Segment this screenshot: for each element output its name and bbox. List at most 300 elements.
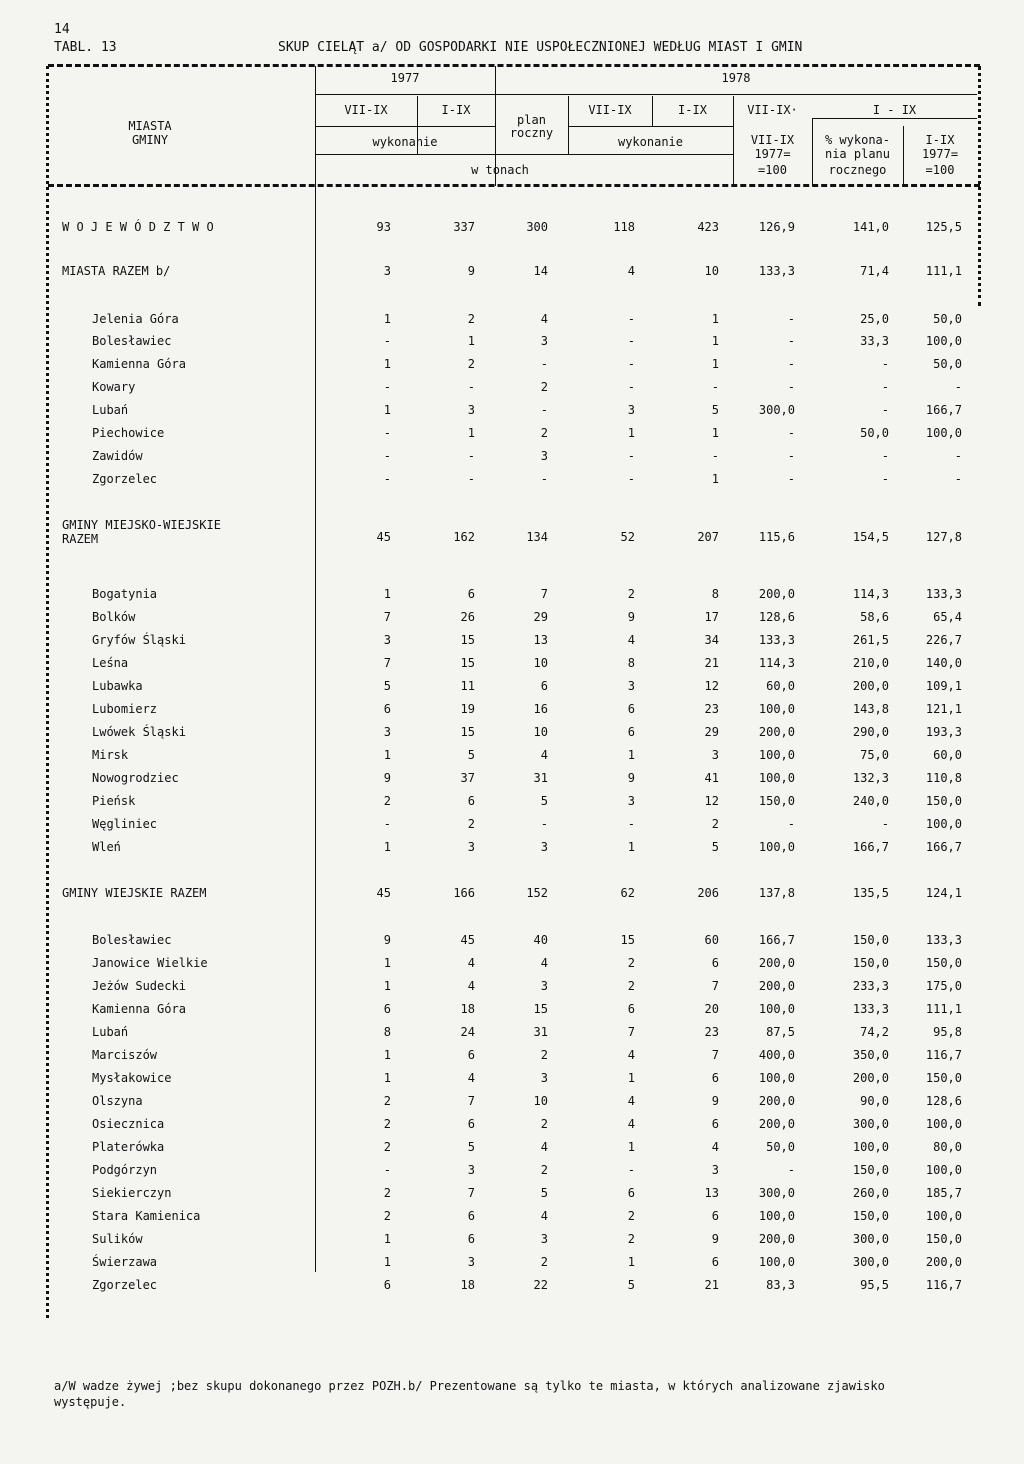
row-label: Lubawka xyxy=(92,679,143,693)
table-cell: 133,3 xyxy=(925,933,962,947)
table-cell: - xyxy=(787,334,795,348)
table-cell: - xyxy=(467,472,475,486)
table-cell: 52 xyxy=(620,530,635,544)
table-cell: - xyxy=(627,817,635,831)
table-cell: 115,6 xyxy=(758,530,795,544)
table-cell: 60,0 xyxy=(933,748,962,762)
table-row xyxy=(0,886,1024,906)
table-cell: 2 xyxy=(627,979,635,993)
table-cell: 3 xyxy=(627,403,635,417)
table-cell: 7 xyxy=(627,1025,635,1039)
table-cell: - xyxy=(383,1163,391,1177)
table-cell: 6 xyxy=(627,1186,635,1200)
table-cell: - xyxy=(383,449,391,463)
table-cell: 34 xyxy=(704,633,719,647)
table-cell: 8 xyxy=(711,587,719,601)
table-cell: 15 xyxy=(533,1002,548,1016)
table-row xyxy=(0,312,1024,332)
table-cell: 1 xyxy=(711,357,719,371)
table-row xyxy=(0,1209,1024,1229)
table-cell: 58,6 xyxy=(860,610,889,624)
table-row xyxy=(0,1094,1024,1114)
table-cell: 6 xyxy=(627,1002,635,1016)
table-cell: 114,3 xyxy=(758,656,795,670)
row-label: Świerzawa xyxy=(92,1255,158,1269)
table-cell: 3 xyxy=(540,1071,548,1085)
row-label: Sulików xyxy=(92,1232,143,1246)
table-cell: 31 xyxy=(533,1025,548,1039)
table-cell: 9 xyxy=(467,264,475,278)
table-row xyxy=(0,1002,1024,1022)
table-row xyxy=(0,1278,1024,1298)
table-cell: 261,5 xyxy=(852,633,889,647)
table-row xyxy=(0,956,1024,976)
table-cell: 4 xyxy=(540,956,548,970)
table-cell: - xyxy=(467,449,475,463)
table-cell: 50,0 xyxy=(766,1140,795,1154)
row-label: Leśna xyxy=(92,656,129,670)
table-cell: 300 xyxy=(526,220,548,234)
table-cell: 290,0 xyxy=(852,725,889,739)
table-cell: 1 xyxy=(383,312,391,326)
table-cell: 4 xyxy=(540,748,548,762)
table-cell: 1 xyxy=(383,357,391,371)
table-cell: 100,0 xyxy=(925,817,962,831)
table-cell: 9 xyxy=(383,771,391,785)
table-cell: 100,0 xyxy=(925,334,962,348)
table-cell: 240,0 xyxy=(852,794,889,808)
table-cell: 1 xyxy=(383,1048,391,1062)
table-cell: 17 xyxy=(704,610,719,624)
table-cell: 3 xyxy=(540,334,548,348)
row-label: Zgorzelec xyxy=(92,1278,158,1292)
table-row xyxy=(0,472,1024,492)
table-cell: 18 xyxy=(460,1278,475,1292)
row-label: Olszyna xyxy=(92,1094,143,1108)
table-cell: 2 xyxy=(383,794,391,808)
wykonanie-1978: wykonanie xyxy=(617,135,684,149)
table-cell: 154,5 xyxy=(852,530,889,544)
table-cell: 2 xyxy=(711,817,719,831)
table-cell: 150,0 xyxy=(925,956,962,970)
table-cell: 150,0 xyxy=(925,1232,962,1246)
table-cell: - xyxy=(881,403,889,417)
table-cell: 1 xyxy=(711,334,719,348)
table-cell: - xyxy=(627,357,635,371)
table-cell: 9 xyxy=(711,1094,719,1108)
table-cell: 1 xyxy=(383,1232,391,1246)
table-cell: 150,0 xyxy=(758,794,795,808)
table-cell: - xyxy=(787,380,795,394)
table-cell: 152 xyxy=(526,886,548,900)
table-cell: 5 xyxy=(540,1186,548,1200)
table-cell: 100,0 xyxy=(758,1255,795,1269)
table-cell: 9 xyxy=(711,1232,719,1246)
row-label: Nowogrodziec xyxy=(92,771,179,785)
table-cell: 1 xyxy=(383,403,391,417)
col-pct-plan: rocznego xyxy=(828,163,887,177)
row-label: Bolesławiec xyxy=(92,933,172,947)
table-cell: 5 xyxy=(467,1140,475,1154)
table-cell: 127,8 xyxy=(925,530,962,544)
table-cell: 2 xyxy=(627,587,635,601)
table-cell: - xyxy=(627,380,635,394)
table-cell: 6 xyxy=(467,1117,475,1131)
table-cell: 6 xyxy=(383,1278,391,1292)
table-cell: 300,0 xyxy=(852,1255,889,1269)
table-cell: 6 xyxy=(711,1209,719,1223)
table-cell: - xyxy=(711,449,719,463)
table-cell: 10 xyxy=(533,656,548,670)
table-row xyxy=(0,679,1024,699)
table-cell: 3 xyxy=(711,748,719,762)
table-cell: - xyxy=(787,312,795,326)
table-cell: - xyxy=(540,357,548,371)
table-cell: 15 xyxy=(460,656,475,670)
table-cell: 124,1 xyxy=(925,886,962,900)
table-cell: 300,0 xyxy=(852,1232,889,1246)
table-cell: 1 xyxy=(711,426,719,440)
table-cell: - xyxy=(787,1163,795,1177)
table-cell: 226,7 xyxy=(925,633,962,647)
table-cell: 207 xyxy=(697,530,719,544)
table-cell: 2 xyxy=(540,380,548,394)
table-row xyxy=(0,794,1024,814)
header-rule xyxy=(315,126,495,127)
table-cell: - xyxy=(383,472,391,486)
table-row xyxy=(0,380,1024,400)
table-cell: 114,3 xyxy=(852,587,889,601)
table-cell: 1 xyxy=(383,1071,391,1085)
table-cell: 7 xyxy=(467,1094,475,1108)
table-cell: 2 xyxy=(383,1140,391,1154)
row-label: Jelenia Góra xyxy=(92,312,179,326)
table-cell: 95,5 xyxy=(860,1278,889,1292)
table-cell: 87,5 xyxy=(766,1025,795,1039)
table-row xyxy=(0,702,1024,722)
table-cell: 200,0 xyxy=(758,1117,795,1131)
row-label: Stara Kamienica xyxy=(92,1209,201,1223)
row-label: Gryfów Śląski xyxy=(92,633,186,647)
table-row xyxy=(0,656,1024,676)
row-label: Bolesławiec xyxy=(92,334,172,348)
table-cell: 100,0 xyxy=(758,1002,795,1016)
table-cell: 4 xyxy=(627,1094,635,1108)
table-cell: 23 xyxy=(704,702,719,716)
table-cell: 150,0 xyxy=(852,956,889,970)
table-cell: 166,7 xyxy=(758,933,795,947)
table-row xyxy=(0,610,1024,630)
table-cell: 3 xyxy=(540,979,548,993)
row-label: Piechowice xyxy=(92,426,165,440)
table-cell: 300,0 xyxy=(758,403,795,417)
table-cell: 423 xyxy=(697,220,719,234)
table-cell: - xyxy=(627,334,635,348)
table-cell: 4 xyxy=(467,956,475,970)
table-cell: - xyxy=(540,817,548,831)
table-cell: 133,3 xyxy=(758,633,795,647)
table-cell: 37 xyxy=(460,771,475,785)
table-cell: 8 xyxy=(627,656,635,670)
table-cell: 1 xyxy=(383,956,391,970)
table-cell: 1 xyxy=(627,1255,635,1269)
row-label: MIASTA RAZEM b/ xyxy=(62,264,171,278)
row-label: Lubań xyxy=(92,403,129,417)
table-cell: 260,0 xyxy=(852,1186,889,1200)
table-cell: 29 xyxy=(704,725,719,739)
table-cell: 133,3 xyxy=(758,264,795,278)
table-cell: 166 xyxy=(453,886,475,900)
table-cell: 4 xyxy=(467,1071,475,1085)
table-cell: - xyxy=(627,449,635,463)
table-row xyxy=(0,1071,1024,1091)
table-cell: - xyxy=(627,1163,635,1177)
stub-header-miasta: MIASTA xyxy=(128,119,172,133)
table-cell: 15 xyxy=(460,633,475,647)
table-cell: 126,9 xyxy=(758,220,795,234)
col-ratio-vii-ix: VII-IX xyxy=(750,133,795,147)
row-label: Mirsk xyxy=(92,748,129,762)
table-cell: 300,0 xyxy=(852,1117,889,1131)
table-cell: 6 xyxy=(627,702,635,716)
row-label: Węgliniec xyxy=(92,817,158,831)
table-cell: 137,8 xyxy=(758,886,795,900)
table-cell: 9 xyxy=(627,771,635,785)
table-cell: 3 xyxy=(383,264,391,278)
table-cell: 25,0 xyxy=(860,312,889,326)
table-cell: 10 xyxy=(704,264,719,278)
table-cell: 350,0 xyxy=(852,1048,889,1062)
table-row xyxy=(0,357,1024,377)
table-cell: 166,7 xyxy=(852,840,889,854)
header-rule xyxy=(568,126,733,127)
table-row xyxy=(0,725,1024,745)
footnote: a/W wadze żywej ;bez skupu dokonanego przez POZH.b/ Prezentowane są tylko te miasta, w których analizowane zjawisko występuje. xyxy=(54,1379,885,1409)
table-row xyxy=(0,334,1024,354)
table-cell: 2 xyxy=(540,1163,548,1177)
table-cell: 210,0 xyxy=(852,656,889,670)
table-cell: 7 xyxy=(383,610,391,624)
table-cell: - xyxy=(383,817,391,831)
table-cell: 200,0 xyxy=(758,1094,795,1108)
table-cell: 100,0 xyxy=(758,1209,795,1223)
col-ratio-i-ix: =100 xyxy=(925,163,955,177)
table-cell: 337 xyxy=(453,220,475,234)
row-label: Platerówka xyxy=(92,1140,165,1154)
table-row xyxy=(0,1025,1024,1045)
table-cell: - xyxy=(711,380,719,394)
col-1977-vii-ix: VII-IX xyxy=(344,103,388,117)
table-cell: 11 xyxy=(460,679,475,693)
table-cell: 166,7 xyxy=(925,403,962,417)
table-cell: 2 xyxy=(540,426,548,440)
table-cell: 2 xyxy=(627,1232,635,1246)
table-cell: 3 xyxy=(540,840,548,854)
header-bottom-rule xyxy=(48,184,980,187)
table-cell: 1 xyxy=(383,748,391,762)
row-label: Marciszów xyxy=(92,1048,158,1062)
row-label: Wleń xyxy=(92,840,121,854)
table-cell: 185,7 xyxy=(925,1186,962,1200)
table-cell: 18 xyxy=(460,1002,475,1016)
table-cell: 80,0 xyxy=(933,1140,962,1154)
row-label: Bolków xyxy=(92,610,136,624)
row-label: Bogatynia xyxy=(92,587,158,601)
table-cell: 2 xyxy=(383,1186,391,1200)
table-cell: - xyxy=(627,312,635,326)
table-cell: 3 xyxy=(467,403,475,417)
table-cell: 133,3 xyxy=(852,1002,889,1016)
table-cell: 22 xyxy=(533,1278,548,1292)
table-row xyxy=(0,220,1024,240)
table-cell: 26 xyxy=(460,610,475,624)
table-cell: 6 xyxy=(467,587,475,601)
table-cell: 60,0 xyxy=(766,679,795,693)
table-cell: 118 xyxy=(613,220,635,234)
page-number: 14 xyxy=(54,22,70,37)
table-row xyxy=(0,1163,1024,1183)
table-cell: - xyxy=(954,380,962,394)
table-cell: 200,0 xyxy=(852,679,889,693)
table-cell: - xyxy=(627,472,635,486)
row-label: Kowary xyxy=(92,380,136,394)
table-cell: 100,0 xyxy=(925,426,962,440)
table-cell: 23 xyxy=(704,1025,719,1039)
table-row xyxy=(0,426,1024,446)
table-cell: 300,0 xyxy=(758,1186,795,1200)
table-row xyxy=(0,979,1024,999)
table-cell: - xyxy=(540,472,548,486)
table-cell: 10 xyxy=(533,725,548,739)
table-cell: 132,3 xyxy=(852,771,889,785)
row-label: W O J E W Ó D Z T W O xyxy=(62,220,214,234)
table-row xyxy=(0,771,1024,791)
table-cell: 1 xyxy=(627,748,635,762)
table-row xyxy=(0,518,1024,550)
table-cell: 121,1 xyxy=(925,702,962,716)
table-cell: 2 xyxy=(467,312,475,326)
table-cell: - xyxy=(881,449,889,463)
table-row xyxy=(0,633,1024,653)
table-cell: 1 xyxy=(627,1071,635,1085)
table-cell: 193,3 xyxy=(925,725,962,739)
table-cell: 200,0 xyxy=(758,1232,795,1246)
table-row xyxy=(0,403,1024,423)
table-cell: 6 xyxy=(711,956,719,970)
row-label-continued: RAZEM xyxy=(62,532,99,546)
stub-header-gminy: GMINY xyxy=(131,133,169,147)
table-row xyxy=(0,1048,1024,1068)
table-cell: 15 xyxy=(460,725,475,739)
row-label: Kamienna Góra xyxy=(92,357,186,371)
table-cell: 6 xyxy=(711,1071,719,1085)
table-cell: 2 xyxy=(540,1117,548,1131)
table-cell: 10 xyxy=(533,1094,548,1108)
table-cell: 3 xyxy=(467,1163,475,1177)
table-cell: 200,0 xyxy=(852,1071,889,1085)
table-cell: 6 xyxy=(467,1209,475,1223)
table-cell: 4 xyxy=(627,633,635,647)
table-cell: 135,5 xyxy=(852,886,889,900)
table-cell: 2 xyxy=(540,1048,548,1062)
table-cell: 2 xyxy=(383,1117,391,1131)
table-row xyxy=(0,1232,1024,1252)
table-cell: - xyxy=(881,380,889,394)
table-row xyxy=(0,748,1024,768)
table-cell: 7 xyxy=(467,1186,475,1200)
row-label: GMINY WIEJSKIE RAZEM xyxy=(62,886,207,900)
table-cell: 90,0 xyxy=(860,1094,889,1108)
table-cell: 3 xyxy=(467,1255,475,1269)
table-cell: 3 xyxy=(540,449,548,463)
table-cell: 6 xyxy=(711,1117,719,1131)
table-cell: 6 xyxy=(467,1048,475,1062)
table-cell: 150,0 xyxy=(852,1209,889,1223)
row-label: Lubań xyxy=(92,1025,129,1039)
table-cell: 60 xyxy=(704,933,719,947)
table-cell: 3 xyxy=(627,679,635,693)
col-ratio-vii-ix: 1977= xyxy=(754,147,791,161)
table-cell: 31 xyxy=(533,771,548,785)
table-cell: 40 xyxy=(533,933,548,947)
table-cell: - xyxy=(954,449,962,463)
table-cell: 45 xyxy=(460,933,475,947)
table-cell: 111,1 xyxy=(925,264,962,278)
table-cell: 175,0 xyxy=(925,979,962,993)
table-cell: 4 xyxy=(711,1140,719,1154)
table-cell: 1 xyxy=(383,840,391,854)
year-1977-header: 1977 xyxy=(390,71,420,85)
table-cell: 128,6 xyxy=(758,610,795,624)
table-cell: 150,0 xyxy=(925,794,962,808)
row-label: Zgorzelec xyxy=(92,472,158,486)
table-cell: 166,7 xyxy=(925,840,962,854)
table-cell: 6 xyxy=(467,794,475,808)
table-cell: 65,4 xyxy=(933,610,962,624)
table-cell: 150,0 xyxy=(925,1071,962,1085)
table-cell: 7 xyxy=(383,656,391,670)
table-cell: 125,5 xyxy=(925,220,962,234)
table-row xyxy=(0,449,1024,469)
table-cell: 93 xyxy=(376,220,391,234)
table-cell: 4 xyxy=(627,264,635,278)
col-1978-vii-ix: VII-IX xyxy=(588,103,632,117)
table-cell: 100,0 xyxy=(925,1163,962,1177)
row-label: GMINY MIEJSKO-WIEJSKIE xyxy=(62,518,221,532)
table-cell: 5 xyxy=(627,1278,635,1292)
col-plan-roczny: plan xyxy=(517,113,546,127)
table-cell: 200,0 xyxy=(758,587,795,601)
col-pct-plan: % wykona- xyxy=(824,133,891,147)
col-ratio-i-ix: I-IX xyxy=(925,133,955,147)
table-cell: 3 xyxy=(467,840,475,854)
table-cell: 13 xyxy=(704,1186,719,1200)
table-cell: 6 xyxy=(383,702,391,716)
row-label: Mysłakowice xyxy=(92,1071,172,1085)
table-cell: - xyxy=(954,472,962,486)
table-row xyxy=(0,1186,1024,1206)
table-cell: 100,0 xyxy=(758,702,795,716)
table-cell: 3 xyxy=(383,725,391,739)
table-cell: 100,0 xyxy=(758,1071,795,1085)
table-cell: 21 xyxy=(704,1278,719,1292)
table-cell: 143,8 xyxy=(852,702,889,716)
header-rule xyxy=(315,94,977,95)
table-cell: 3 xyxy=(383,633,391,647)
table-cell: 29 xyxy=(533,610,548,624)
row-label: Lwówek Śląski xyxy=(92,725,186,739)
row-label: Jeżów Sudecki xyxy=(92,979,186,993)
